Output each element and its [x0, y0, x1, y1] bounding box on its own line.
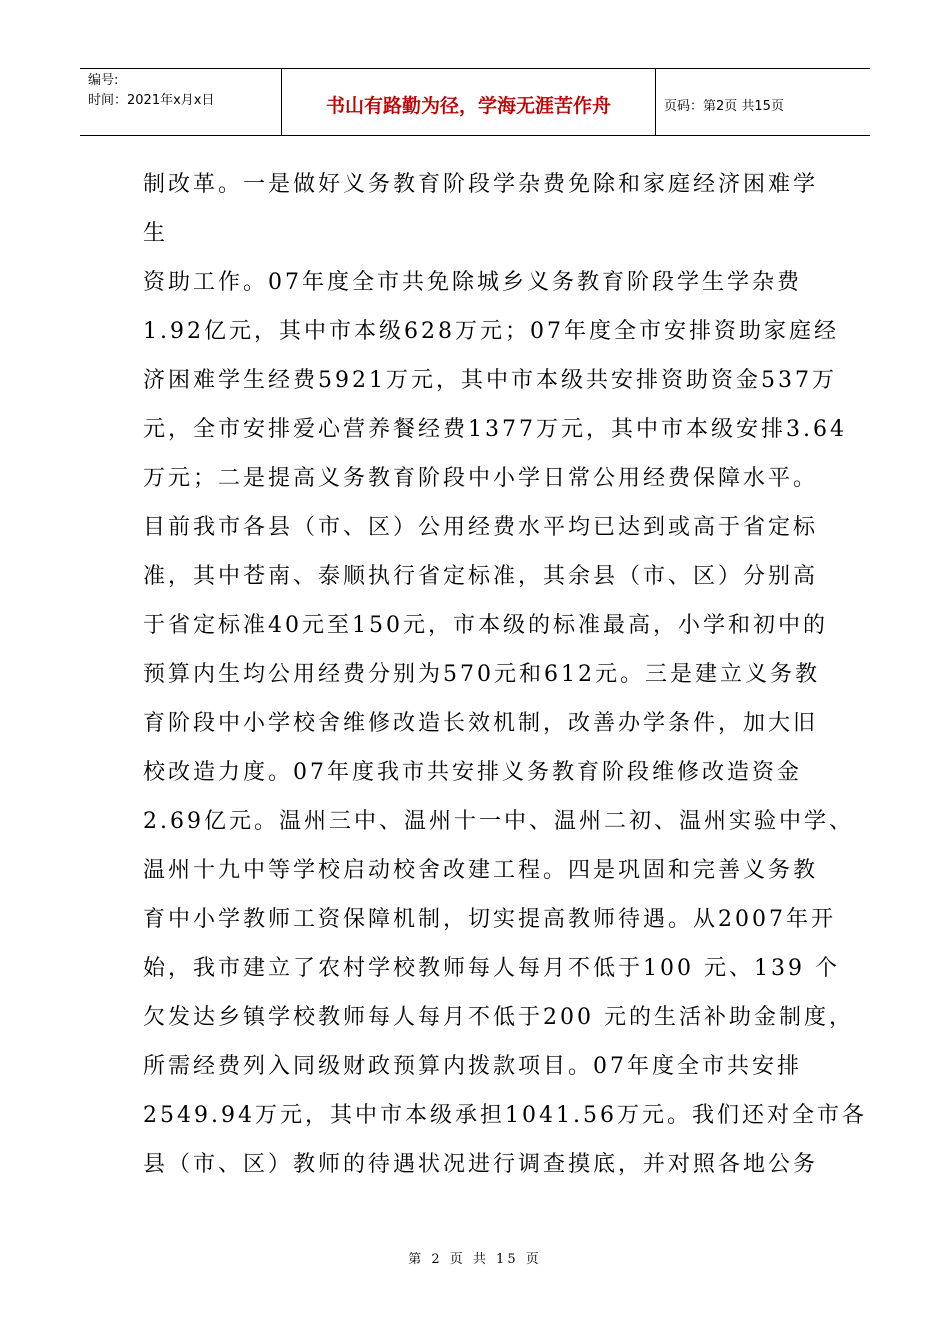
body-line: 生	[143, 221, 169, 246]
body-line: 制改革。一是做好义务教育阶段学杂费免除和家庭经济困难学	[143, 172, 819, 197]
body-line: 资助工作。07年度全市共免除城乡义务教育阶段学生学杂费	[143, 270, 802, 295]
body-line: 欠发达乡镇学校教师每人每月不低于200 元的生活补助金制度，	[143, 1005, 854, 1030]
header-page-info: 页码：第2页 共15页	[664, 98, 784, 114]
body-line: 准，其中苍南、泰顺执行省定标准，其余县（市、区）分别高	[143, 564, 819, 589]
document-number-label: 编号:	[88, 73, 119, 88]
document-time-label: 时间：2021年x月x日	[88, 93, 215, 108]
body-line: 温州十九中等学校启动校舍改建工程。四是巩固和完善义务教	[143, 858, 819, 883]
body-line: 元，全市安排爱心营养餐经费1377万元，其中市本级安排3.64	[143, 417, 847, 442]
body-line: 所需经费列入同级财政预算内拨款项目。07年度全市共安排	[143, 1054, 802, 1079]
body-line: 校改造力度。07年度我市共安排义务教育阶段维修改造资金	[143, 760, 802, 785]
body-line: 万元；二是提高义务教育阶段中小学日常公用经费保障水平。	[143, 466, 819, 491]
body-line: 2549.94万元，其中市本级承担1041.56万元。我们还对全市各	[143, 1103, 867, 1128]
body-line: 预算内生均公用经费分别为570元和612元。三是建立义务教	[143, 662, 820, 687]
body-line: 县（市、区）教师的待遇状况进行调查摸底，并对照各地公务	[143, 1152, 819, 1177]
body-line: 2.69亿元。温州三中、温州十一中、温州二初、温州实验中学、	[143, 809, 854, 834]
body-line: 1.92亿元，其中市本级628万元；07年度全市安排资助家庭经	[143, 319, 839, 344]
body-line: 济困难学生经费5921万元，其中市本级共安排资助资金537万	[143, 368, 837, 393]
header-meta-cell	[80, 69, 282, 135]
body-line: 育中小学教师工资保障机制，切实提高教师待遇。从2007年开	[143, 907, 836, 932]
body-line: 始，我市建立了农村学校教师每人每月不低于100 元、139 个	[143, 956, 840, 981]
header-motto: 书山有路勤为径，学海无涯苦作舟	[282, 69, 656, 135]
document-body	[143, 160, 867, 1189]
page-footer: 第 2 页 共 15 页	[408, 1252, 542, 1267]
document-header	[80, 68, 870, 136]
body-line: 目前我市各县（市、区）公用经费水平均已达到或高于省定标	[143, 515, 819, 540]
body-line: 育阶段中小学校舍维修改造长效机制，改善办学条件，加大旧	[143, 711, 819, 736]
body-line: 于省定标准40元至150元，市本级的标准最高，小学和初中的	[143, 613, 828, 638]
